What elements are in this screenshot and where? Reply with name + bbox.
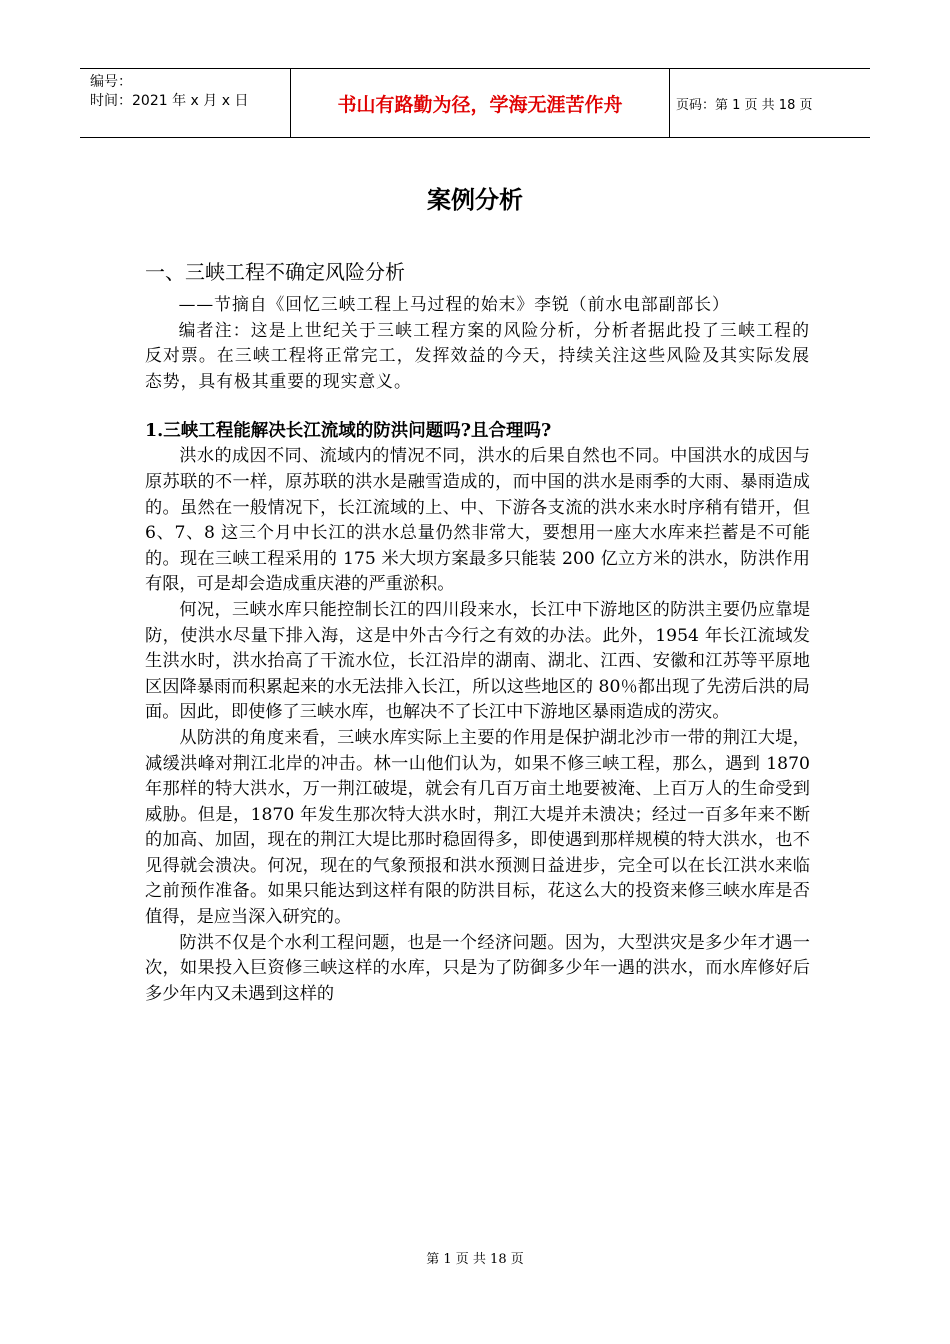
- document-date: 时间：2021 年 x 月 x 日: [90, 93, 249, 109]
- page-footer: 第 1 页 共 18 页: [426, 1252, 524, 1267]
- header-page-info: 页码：第 1 页 共 18 页: [676, 97, 813, 113]
- document-number-label: 编号：: [90, 74, 132, 90]
- header-meta: [80, 69, 290, 137]
- header-motto: 书山有路勤为径，学海无涯苦作舟: [290, 69, 670, 137]
- question-heading: 1.三峡工程能解决长江流域的防洪问题吗?且合理吗?: [145, 421, 552, 442]
- section-heading: 一、三峡工程不确定风险分析: [145, 260, 405, 284]
- editor-note: 编者注：这是上世纪关于三峡工程方案的风险分析，分析者据此投了三峡工程的反对票。在三峡工程将正常完工，发挥效益的今天，持续关注这些风险及其实际发展态势，具有极其重要的现实意义。: [145, 319, 810, 391]
- page-header: [80, 68, 870, 138]
- body-paragraph: 防洪不仅是个水利工程问题，也是一个经济问题。因为，大型洪灾是多少年才遇一次，如果投入巨资修三峡这样的水库，只是为了防御多少年一遇的洪水，而水库修好后多少年内又未遇到这样的: [145, 932, 810, 1004]
- document-title: 案例分析: [427, 186, 523, 214]
- body-paragraph: 洪水的成因不同、流域内的情况不同，洪水的后果自然也不同。中国洪水的成因与原苏联的不一样，原苏联的洪水是融雪造成的，而中国的洪水是雨季的大雨、暴雨造成的。虽然在一般情况下，长江流域的上、中、下游各支流的洪水来水时序稍有错开，但 6、7、8 这三个月中长江的洪水总量仍然非常大，要想用一座大水库来拦蓄是不可能的。现在三峡工程采用的 175 米大坝方案最多只能装 200 亿立方米的洪水，防洪作用有限，可是却会造成重庆港的严重淤积。: [145, 446, 810, 595]
- body-paragraph: 何况，三峡水库只能控制长江的四川段来水，长江中下游地区的防洪主要仍应靠堤防，使洪水尽量下排入海，这是中外古今行之有效的办法。此外，1954 年长江流域发生洪水时，洪水抬高了干流水位，长江沿岸的湖南、湖北、江西、安徽和江苏等平原地区因降暴雨而积累起来的水无法排入长江，所以这些地区的 80％都出现了先涝后洪的局面。因此，即使修了三峡水库，也解决不了长江中下游地区暴雨造成的涝灾。: [145, 599, 810, 723]
- document-body: [145, 258, 810, 1007]
- source-citation: ——节摘自《回忆三峡工程上马过程的始末》李锐（前水电部副部长）: [178, 294, 730, 314]
- body-paragraph: 从防洪的角度来看，三峡水库实际上主要的作用是保护湖北沙市一带的荆江大堤，减缓洪峰对荆江北岸的冲击。林一山他们认为，如果不修三峡工程，那么，遇到 1870 年那样的特大洪水，万一荆江破堤，就会有几百万亩土地要被淹、上百万人的生命受到威胁。但是，1870 年发生那次特大洪水时，荆江大堤并未溃决；经过一百多年来不断的加高、加固，现在的荆江大堤比那时稳固得多，即使遇到那样规模的特大洪水，也不见得就会溃决。何况，现在的气象预报和洪水预测日益进步，完全可以在长江洪水来临之前预作准备。如果只能达到这样有限的防洪目标，花这么大的投资来修三峡水库是否值得，是应当深入研究的。: [145, 727, 810, 928]
